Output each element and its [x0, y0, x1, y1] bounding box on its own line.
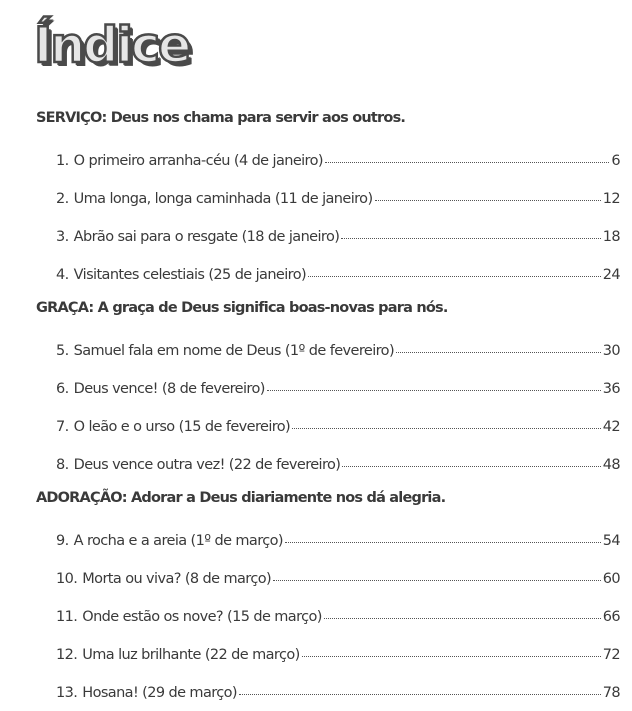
- entry-title: Deus vence outra vez! (22 de fevereiro): [73, 457, 341, 473]
- entry-number: 12.: [56, 647, 78, 663]
- entry-page-number: 66: [602, 609, 620, 625]
- entry-number: 13.: [56, 685, 78, 701]
- toc-entry[interactable]: [36, 559, 620, 597]
- dot-leader: [375, 200, 601, 201]
- entry-page-number: 42: [602, 419, 620, 435]
- entry-page-number: 18: [602, 229, 620, 245]
- entry-title: Uma luz brilhante (22 de março): [82, 647, 300, 663]
- entry-title: Deus vence! (8 de fevereiro): [73, 381, 265, 397]
- dot-leader: [325, 162, 609, 163]
- toc-entry[interactable]: [36, 635, 620, 673]
- dot-leader: [267, 390, 601, 391]
- toc-entry[interactable]: [36, 331, 620, 369]
- entry-page-number: 12: [602, 191, 620, 207]
- entry-number: 9.: [56, 533, 69, 549]
- entry-title: Hosana! (29 de março): [82, 685, 237, 701]
- dot-leader: [308, 276, 601, 277]
- entry-title: O leão e o urso (15 de fevereiro): [73, 419, 291, 435]
- entry-number: 11.: [56, 609, 78, 625]
- toc-list: [36, 103, 620, 711]
- entry-number: 10.: [56, 571, 78, 587]
- entry-page-number: 36: [602, 381, 620, 397]
- toc-entry[interactable]: [36, 597, 620, 635]
- section-heading-graca: GRAÇA: A graça de Deus significa boas-novas para nós.: [36, 300, 448, 316]
- toc-entry[interactable]: [36, 141, 620, 179]
- entry-title: Uma longa, longa caminhada (11 de janeiro): [73, 191, 373, 207]
- entry-page-number: 78: [602, 685, 620, 701]
- dot-leader: [292, 428, 601, 429]
- page-title: Índice: [34, 17, 190, 74]
- entry-number: 6.: [56, 381, 69, 397]
- dot-leader: [239, 694, 601, 695]
- entry-number: 2.: [56, 191, 69, 207]
- entry-page-number: 6: [611, 153, 620, 169]
- entry-number: 5.: [56, 343, 69, 359]
- entry-number: 4.: [56, 267, 69, 283]
- dot-leader: [342, 466, 600, 467]
- toc-entry[interactable]: [36, 521, 620, 559]
- entry-title: Onde estão os nove? (15 de março): [82, 609, 322, 625]
- toc-entry[interactable]: [36, 407, 620, 445]
- toc-entry[interactable]: [36, 445, 620, 483]
- dot-leader: [273, 580, 601, 581]
- entry-page-number: 60: [602, 571, 620, 587]
- toc-entry[interactable]: [36, 673, 620, 711]
- dot-leader: [285, 542, 601, 543]
- dot-leader: [324, 618, 601, 619]
- entry-title: A rocha e a areia (1º de março): [73, 533, 283, 549]
- entry-page-number: 54: [602, 533, 620, 549]
- entry-title: O primeiro arranha-céu (4 de janeiro): [73, 153, 323, 169]
- section-heading-servico: SERVIÇO: Deus nos chama para servir aos outros.: [36, 110, 406, 126]
- dot-leader: [341, 238, 600, 239]
- entry-page-number: 24: [602, 267, 620, 283]
- dot-leader: [396, 352, 601, 353]
- entry-title: Visitantes celestiais (25 de janeiro): [73, 267, 307, 283]
- entry-title: Morta ou viva? (8 de março): [82, 571, 272, 587]
- entry-number: 8.: [56, 457, 69, 473]
- entry-number: 7.: [56, 419, 69, 435]
- entry-title: Samuel fala em nome de Deus (1º de fevereiro): [73, 343, 395, 359]
- entry-page-number: 72: [602, 647, 620, 663]
- toc-entry[interactable]: [36, 255, 620, 293]
- entry-number: 1.: [56, 153, 69, 169]
- entry-title: Abrão sai para o resgate (18 de janeiro): [73, 229, 340, 245]
- entry-page-number: 30: [602, 343, 620, 359]
- entry-number: 3.: [56, 229, 69, 245]
- toc-entry[interactable]: [36, 369, 620, 407]
- dot-leader: [302, 656, 601, 657]
- section-heading-adoracao: ADORAÇÃO: Adorar a Deus diariamente nos dá alegria.: [36, 490, 446, 506]
- entry-page-number: 48: [602, 457, 620, 473]
- toc-entry[interactable]: [36, 179, 620, 217]
- toc-entry[interactable]: [36, 217, 620, 255]
